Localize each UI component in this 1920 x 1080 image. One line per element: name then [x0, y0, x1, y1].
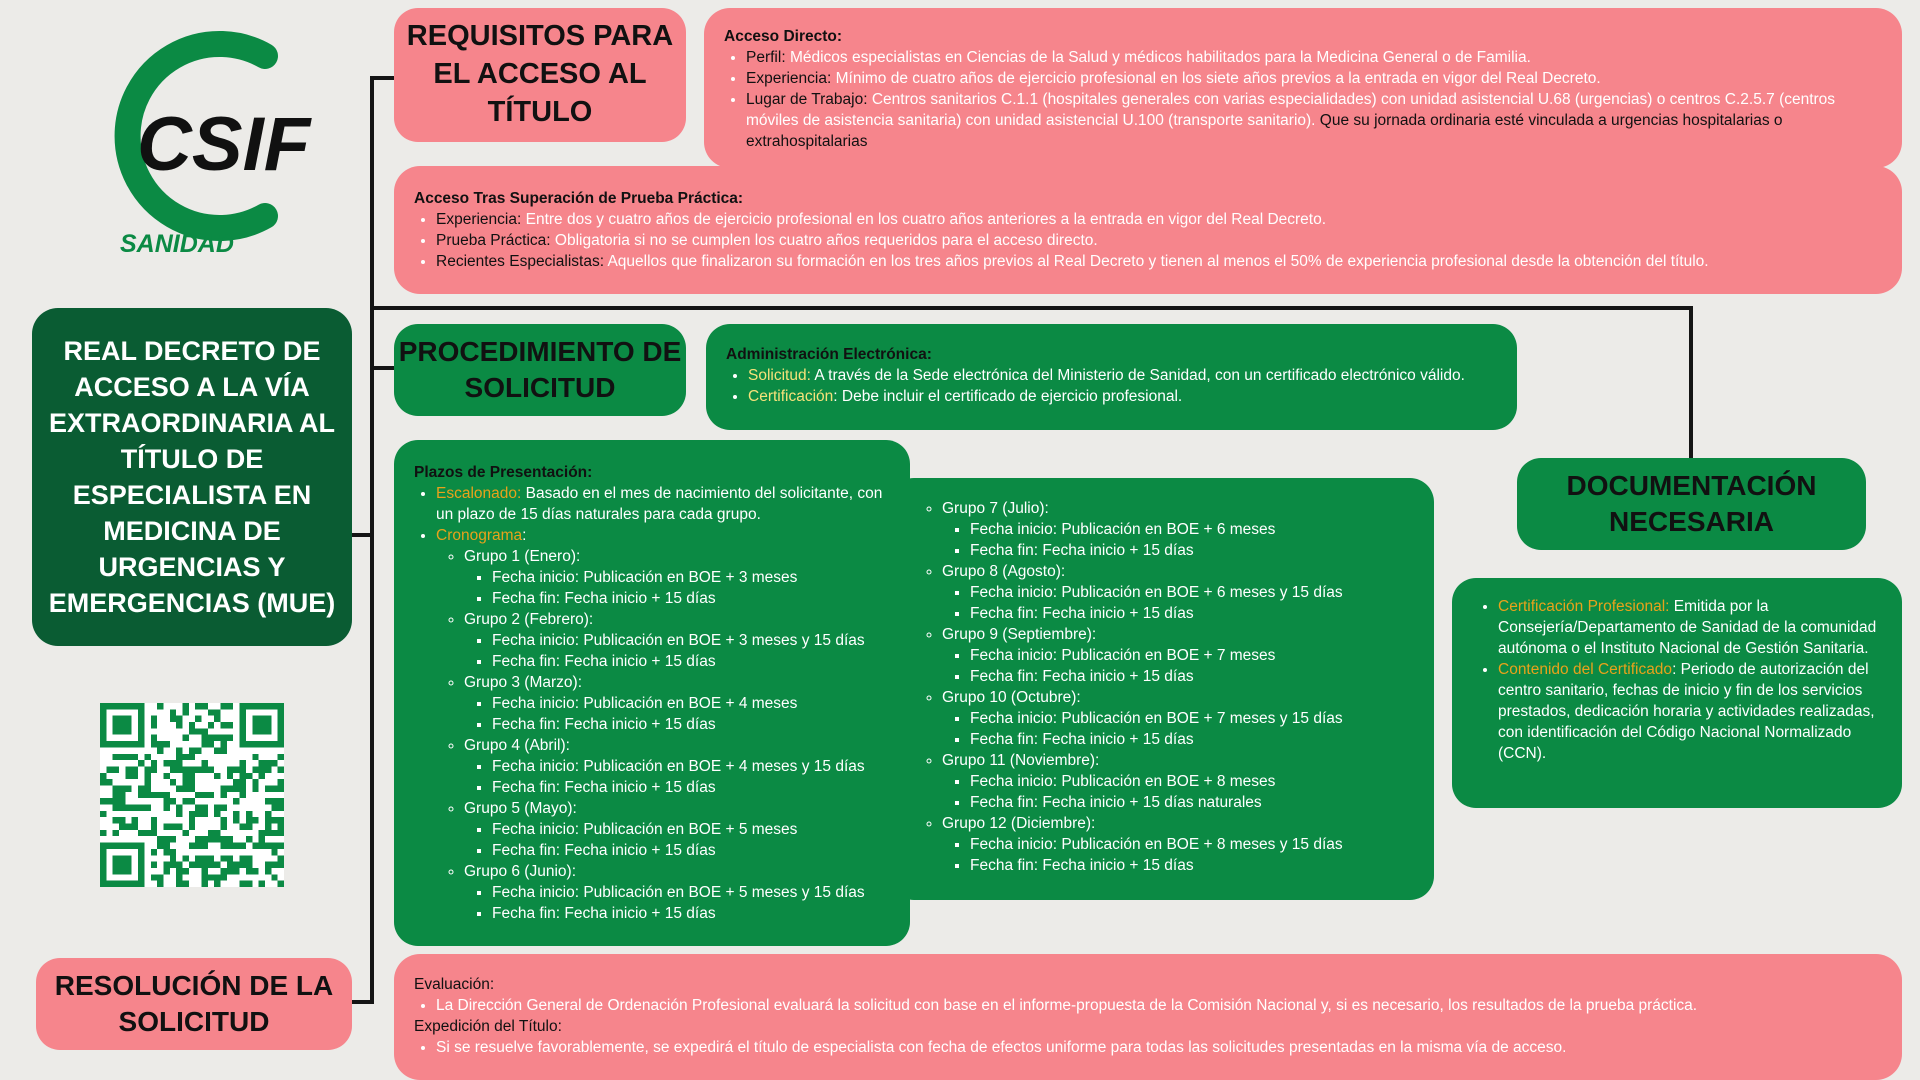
list-item: ◦ Grupo 9 (Septiembre): ▪ Fecha inicio: Publicación en BOE + 7 meses ▪ Fecha fin: Fecha inicio + 15 días — [942, 624, 1418, 687]
list-item: • Cronograma: ◦ Grupo 1 (Enero): ▪ Fecha inicio: Publicación en BOE + 3 meses ▪ Fecha fin: Fecha inicio + 15 días ◦ Grupo 2 (Febrero): ▪ Fecha inicio: Publicación en BOE + 3 meses y 15 días ▪ Fecha fin: Fecha inicio + 15 días ◦ Grupo 3 (Marzo): ▪ Fecha inicio: Publicación en BOE + 4 meses ▪ Fecha fin: Fecha inicio + 15 días ◦ Grupo 4 (Abril): ▪ Fecha inicio: Publicación en BOE + 4 meses y 15 días ▪ Fecha fin: Fecha inicio + 15 días ◦ Grupo 5 (Mayo): ▪ Fecha inicio: Publicación en BOE + 5 meses ▪ Fecha fin: Fecha inicio + 15 días ◦ Grupo 6 (Junio): ▪ Fecha inicio: Publicación en BOE + 5 meses y 15 días ▪ Fecha fin: Fecha inicio + 15 días — [436, 525, 890, 924]
list-item: • Contenido del Certificado: Periodo de autorización del centro sanitario, fechas de inicio y fin de los servicios prestados, dedicación horaria y actividades realizadas, con identificación del Código Nacional Normalizado (CCN). — [1498, 659, 1886, 764]
csif-sanidad-logo — [95, 30, 315, 260]
list-item: • Solicitud: A través de la Sede electrónica del Ministerio de Sanidad, con un certificado electrónico válido. — [748, 365, 1497, 386]
list-item: ◦ Grupo 1 (Enero): ▪ Fecha inicio: Publicación en BOE + 3 meses ▪ Fecha fin: Fecha inicio + 15 días — [464, 546, 890, 609]
connector-procedimiento — [370, 366, 394, 370]
list-item: ◦ Grupo 12 (Diciembre): ▪ Fecha inicio: Publicación en BOE + 8 meses y 15 días ▪ Fecha fin: Fecha inicio + 15 días — [942, 813, 1418, 876]
list-item: ◦ Grupo 4 (Abril): ▪ Fecha inicio: Publicación en BOE + 4 meses y 15 días ▪ Fecha fin: Fecha inicio + 15 días — [464, 735, 890, 798]
connector-trunk — [370, 76, 374, 1004]
admin-electronica-panel — [706, 324, 1517, 430]
list-item: ◦ Grupo 2 (Febrero): ▪ Fecha inicio: Publicación en BOE + 3 meses y 15 días ▪ Fecha fin: Fecha inicio + 15 días — [464, 609, 890, 672]
main-title: REAL DECRETO DE ACCESO A LA VÍA EXTRAORDINARIA AL TÍTULO DE ESPECIALISTA EN MEDICINA DE URGENCIAS Y EMERGENCIAS (MUE) — [48, 336, 336, 618]
documentacion-panel — [1452, 578, 1902, 808]
list-item: • Perfil: Médicos especialistas en Ciencias de la Salud y médicos habilitados para la Medicina General o de Familia. — [746, 47, 1882, 68]
resolucion-panel — [394, 954, 1902, 1080]
main-title-box — [32, 308, 352, 646]
list-item: • Escalonado: Basado en el mes de nacimiento del solicitante, con un plazo de 15 días naturales para cada grupo. — [436, 483, 890, 525]
list-item: • Recientes Especialistas: Aquellos que finalizaron su formación en los tres años previos al Real Decreto y tienen al menos el 50% de experiencia profesional desde la obtención del título. — [436, 251, 1882, 272]
list-item: • Lugar de Trabajo: Centros sanitarios C.1.1 (hospitales generales con varias especialidades) con unidad asistencial U.68 (urgencias) o centros C.2.5.7 (centros móviles de asistencia sanitaria) con unidad asistencial U.100 (transporte sanitario). Que su jornada ordinaria esté vinculada a urgencias hospitalarias o extrahospitalarias — [746, 89, 1882, 152]
list-item: ◦ Grupo 10 (Octubre): ▪ Fecha inicio: Publicación en BOE + 7 meses y 15 días ▪ Fecha fin: Fecha inicio + 15 días — [942, 687, 1418, 750]
list-item: • Experiencia: Entre dos y cuatro años de ejercicio profesional en los cuatro años anteriores a la entrada en vigor del Real Decreto. — [436, 209, 1882, 230]
evaluacion-heading: Evaluación: — [414, 976, 495, 993]
qr-code — [100, 703, 284, 887]
acceso-directo-heading: Acceso Directo: — [724, 28, 843, 45]
connector-documentacion-v — [1689, 306, 1693, 458]
logo-sub-text: SANIDAD — [120, 230, 234, 258]
list-item: ◦ Grupo 3 (Marzo): ▪ Fecha inicio: Publicación en BOE + 4 meses ▪ Fecha fin: Fecha inicio + 15 días — [464, 672, 890, 735]
acceso-directo-panel — [704, 8, 1902, 168]
acceso-prueba-panel — [394, 166, 1902, 294]
list-item: ◦ Grupo 8 (Agosto): ▪ Fecha inicio: Publicación en BOE + 6 meses y 15 días ▪ Fecha fin: Fecha inicio + 15 días — [942, 561, 1418, 624]
list-item: • Experiencia: Mínimo de cuatro años de ejercicio profesional en los siete años previos a la entrada en vigor del Real Decreto. — [746, 68, 1882, 89]
connector-documentacion-h — [370, 306, 1693, 310]
list-item: ◦ Grupo 5 (Mayo): ▪ Fecha inicio: Publicación en BOE + 5 meses ▪ Fecha fin: Fecha inicio + 15 días — [464, 798, 890, 861]
section-title-documentacion: DOCUMENTACIÓN NECESARIA — [1517, 458, 1866, 550]
logo-brand-text: CSIF — [137, 102, 311, 187]
list-item: • Prueba Práctica: Obligatoria si no se cumplen los cuatro años requeridos para el acceso directo. — [436, 230, 1882, 251]
list-item: • Certificación: Debe incluir el certificado de ejercicio profesional. — [748, 386, 1497, 407]
list-item: ◦ Grupo 7 (Julio): ▪ Fecha inicio: Publicación en BOE + 6 meses ▪ Fecha fin: Fecha inicio + 15 días — [942, 498, 1418, 561]
admin-electronica-heading: Administración Electrónica: — [726, 346, 932, 363]
connector-requisitos — [370, 76, 394, 80]
list-item: • Certificación Profesional: Emitida por la Consejería/Departamento de Sanidad de la comunidad autónoma o el Instituto Nacional de Gestión Sanitaria. — [1498, 596, 1886, 659]
connector-resolucion — [352, 1000, 374, 1004]
list-item: ◦ Grupo 6 (Junio): ▪ Fecha inicio: Publicación en BOE + 5 meses y 15 días ▪ Fecha fin: Fecha inicio + 15 días — [464, 861, 890, 924]
list-item: • La Dirección General de Ordenación Profesional evaluará la solicitud con base en el informe-propuesta de la Comisión Nacional y, si es necesario, los resultados de la prueba práctica. — [436, 995, 1882, 1016]
expedicion-heading: Expedición del Título: — [414, 1018, 562, 1035]
plazos-panel-right — [890, 478, 1434, 900]
section-title-resolucion: RESOLUCIÓN DE LA SOLICITUD — [36, 958, 352, 1050]
list-item: • Si se resuelve favorablemente, se expedirá el título de especialista con fecha de efectos uniforme para todas las solicitudes presentadas en la misma vía de acceso. — [436, 1037, 1882, 1058]
section-title-requisitos: REQUISITOS PARA EL ACCESO AL TÍTULO — [394, 8, 686, 142]
plazos-heading: Plazos de Presentación: — [414, 464, 593, 481]
plazos-panel-left — [394, 440, 910, 946]
acceso-prueba-heading: Acceso Tras Superación de Prueba Práctica: — [414, 190, 744, 207]
connector-main — [352, 533, 374, 537]
list-item: ◦ Grupo 11 (Noviembre): ▪ Fecha inicio: Publicación en BOE + 8 meses ▪ Fecha fin: Fecha inicio + 15 días naturales — [942, 750, 1418, 813]
section-title-procedimiento: PROCEDIMIENTO DE SOLICITUD — [394, 324, 686, 416]
